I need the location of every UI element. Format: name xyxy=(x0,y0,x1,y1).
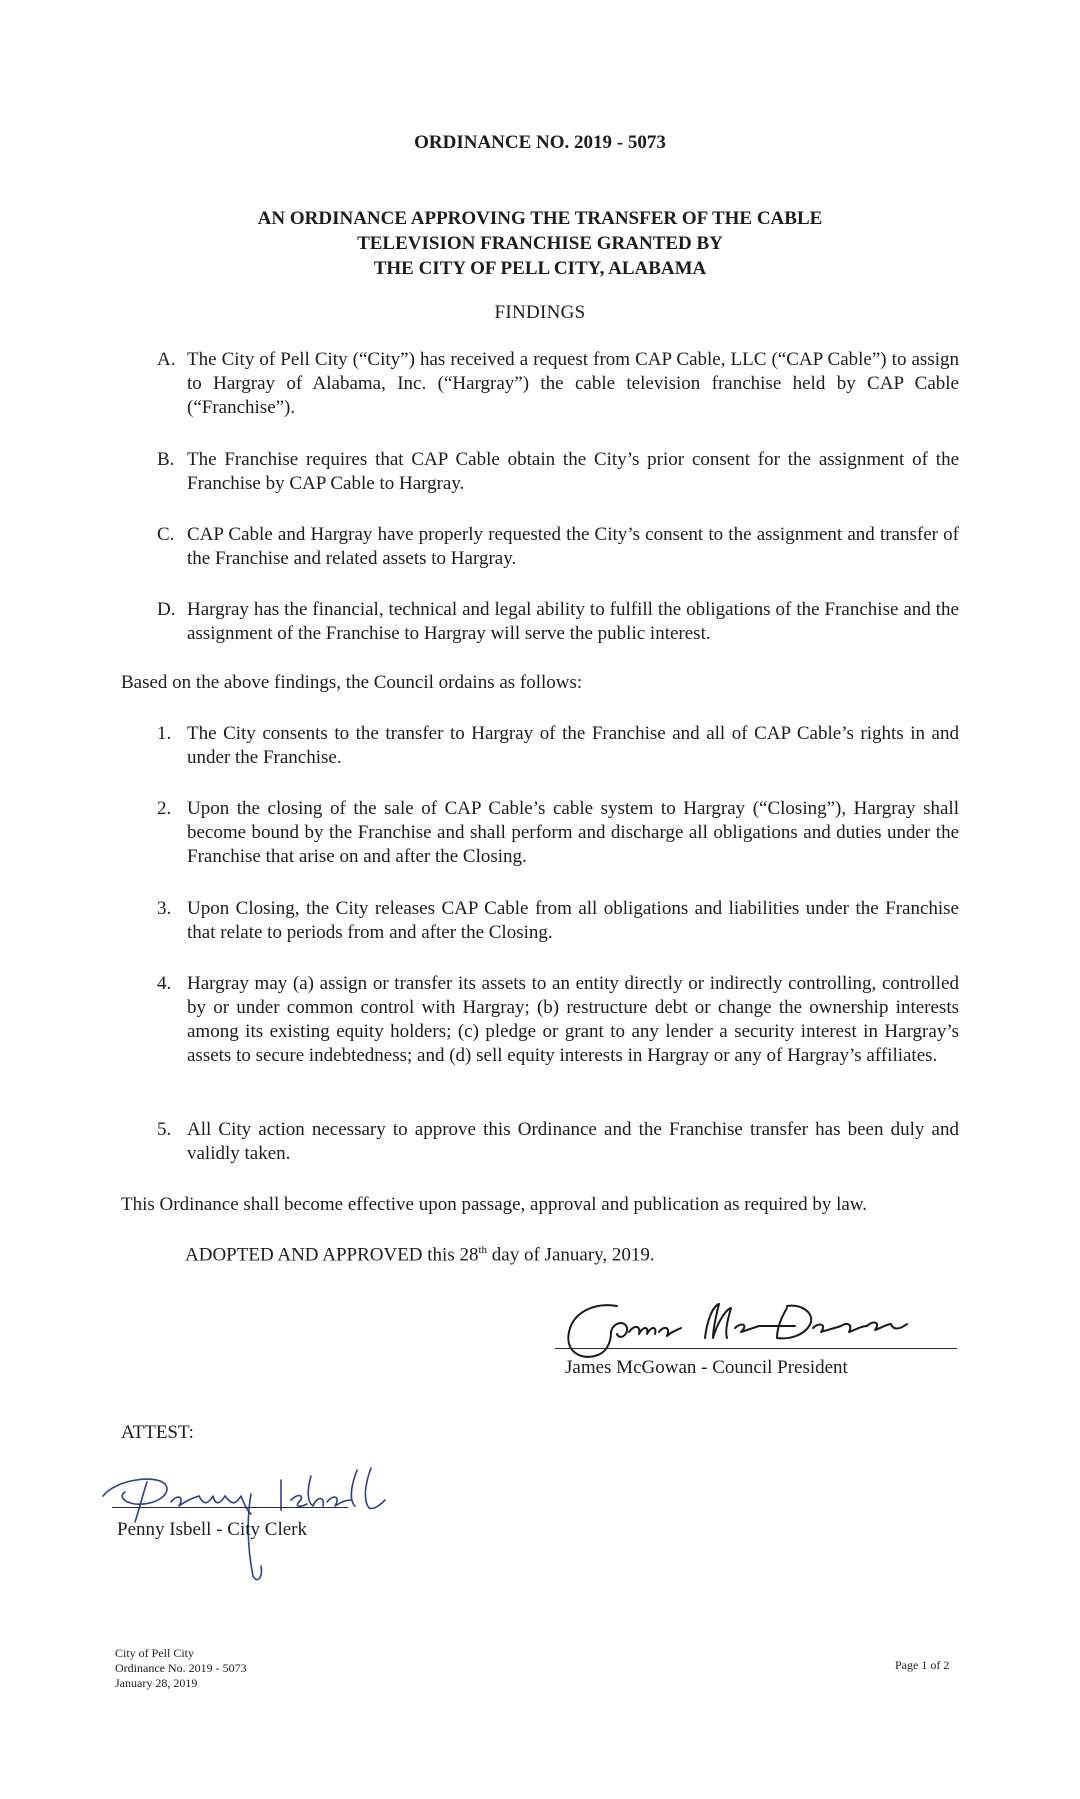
footer-line: City of Pell City xyxy=(115,1646,195,1660)
findings-label: FINDINGS xyxy=(494,302,586,323)
ordinance-text: Upon Closing, the City releases CAP Cable from all obligations and liabilities under the Franchise that relate to periods from and after the Closing. xyxy=(187,898,959,943)
ordinance-item xyxy=(157,972,959,1068)
adopted-line xyxy=(185,1244,655,1266)
footer-line: January 28, 2019 xyxy=(115,1676,198,1690)
ordinance-marker: 3. xyxy=(157,898,172,919)
finding-marker: C. xyxy=(157,524,175,545)
finding-item xyxy=(157,348,959,420)
ordinance-title: ORDINANCE NO. 2019 - 5073 xyxy=(414,132,666,153)
finding-text: The Franchise requires that CAP Cable obtain the City’s prior consent for the assignment of the Franchise by CAP Cable to Hargray. xyxy=(187,449,959,494)
heading-line: AN ORDINANCE APPROVING THE TRANSFER OF THE CABLE xyxy=(257,208,823,229)
footer-line: Ordinance No. 2019 - 5073 xyxy=(115,1661,247,1675)
finding-item xyxy=(157,448,959,496)
president-signature-line xyxy=(555,1348,957,1349)
ordinance-marker: 2. xyxy=(157,798,172,819)
ordinance-marker: 4. xyxy=(157,973,172,994)
ordinance-marker: 1. xyxy=(157,723,172,744)
ordinance-text: Upon the closing of the sale of CAP Cable’s cable system to Hargray (“Closing”), Hargray shall become bound by the Franchise and shall perform and discharge all obligations and duties under the Franchise that arise on and after the Closing. xyxy=(187,798,959,867)
ordinance-item xyxy=(157,1118,959,1166)
ordinance-item xyxy=(157,722,959,770)
attest-label: ATTEST: xyxy=(121,1422,194,1443)
adopted-suffix: day of January, 2019. xyxy=(487,1244,655,1266)
effective-clause: This Ordinance shall become effective upon passage, approval and publication as required by law. xyxy=(121,1194,868,1215)
ordains-intro: Based on the above findings, the Council ordains as follows: xyxy=(121,672,583,693)
finding-text: CAP Cable and Hargray have properly requested the City’s consent to the assignment and transfer of the Franchise and related assets to Hargray. xyxy=(187,524,959,569)
clerk-signature-line xyxy=(112,1507,348,1508)
finding-text: The City of Pell City (“City”) has received a request from CAP Cable, LLC (“CAP Cable”) to assign to Hargray of Alabama, Inc. (“Hargray”) the cable television franchise held by CAP Cable (“Franchise”). xyxy=(187,349,959,418)
finding-item xyxy=(157,523,959,571)
adopted-ordinal-suffix: th xyxy=(478,1244,488,1256)
finding-item xyxy=(157,598,959,646)
clerk-printed-name: Penny Isbell - City Clerk xyxy=(117,1519,307,1540)
finding-text: Hargray has the financial, technical and legal ability to fulfill the obligations of the Franchise and the assignment of the Franchise to Hargray will serve the public interest. xyxy=(187,599,959,644)
heading-line: THE CITY OF PELL CITY, ALABAMA xyxy=(373,258,707,279)
heading-line: TELEVISION FRANCHISE GRANTED BY xyxy=(357,233,723,254)
finding-marker: A. xyxy=(157,349,176,370)
page-number: Page 1 of 2 xyxy=(895,1658,950,1672)
ordinance-heading xyxy=(0,206,1080,281)
ordinance-text: The City consents to the transfer to Hargray of the Franchise and all of CAP Cable’s rights in and under the Franchise. xyxy=(187,723,959,768)
adopted-prefix: ADOPTED AND APPROVED this 28 xyxy=(185,1244,479,1266)
ordinance-text: All City action necessary to approve this Ordinance and the Franchise transfer has been duly and validly taken. xyxy=(187,1119,959,1164)
ordinance-item xyxy=(157,897,959,945)
footer-info xyxy=(115,1646,247,1691)
president-printed-name: James McGowan - Council President xyxy=(565,1357,848,1378)
ordinance-item xyxy=(157,797,959,869)
finding-marker: D. xyxy=(157,599,176,620)
ordinance-text: Hargray may (a) assign or transfer its assets to an entity directly or indirectly controlling, controlled by or under common control with Hargray; (b) restructure debt or change the ownership interests among its existing equity holders; (c) pledge or grant to any lender a security interest in Hargray’s assets to secure indebtedness; and (d) sell equity interests in Hargray or any of Hargray’s affiliates. xyxy=(187,973,959,1066)
finding-marker: B. xyxy=(157,449,175,470)
ordinance-marker: 5. xyxy=(157,1119,172,1140)
